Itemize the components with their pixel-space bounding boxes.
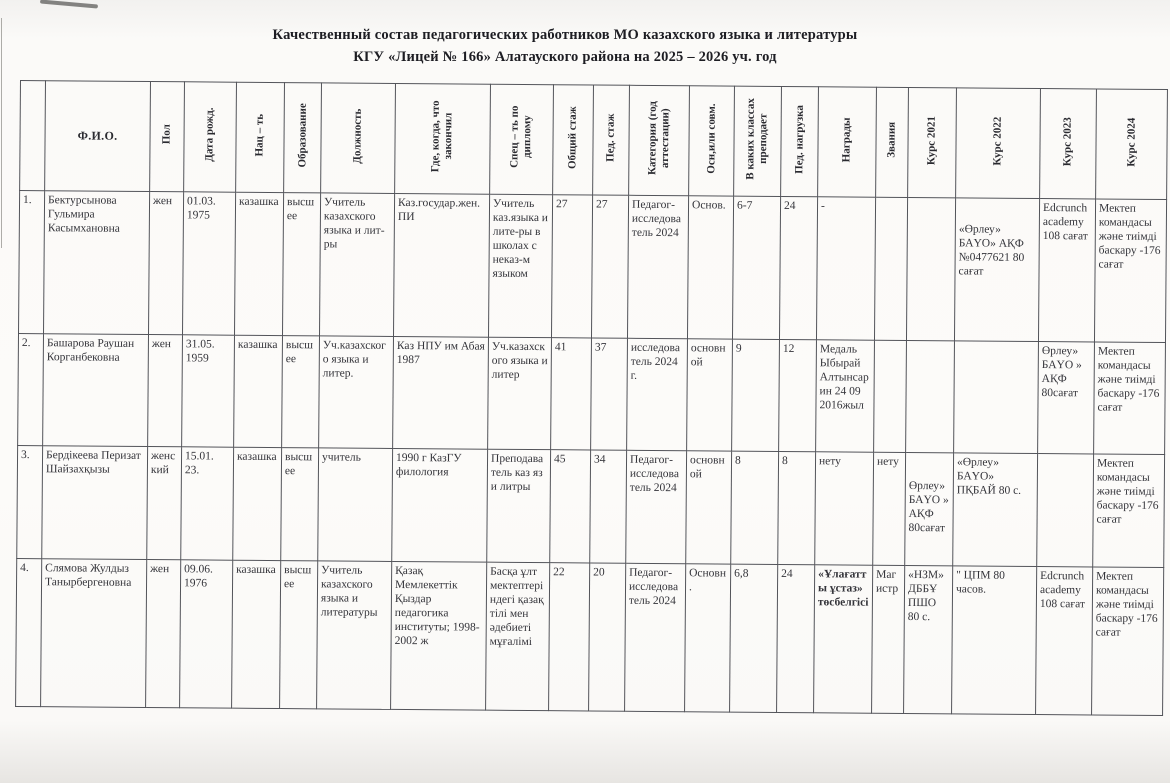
header-label-category: Категория (год аттестации) <box>646 101 672 176</box>
header-cell-kurs-2024 <box>1096 89 1168 200</box>
cell-r3-edu: высшее <box>281 448 319 561</box>
cell-r2-fio: Башарова Раушан Корганбековна <box>43 334 149 447</box>
cell-r3-graduated: 1990 г КазГУ филология <box>392 448 488 562</box>
cell-r2-kurs-2023: Өрлеу» БАҮО » АҚФ 80сағат <box>1038 342 1095 454</box>
header-label-position: Должность <box>351 108 364 164</box>
cell-r2-ped-exp: 37 <box>591 338 628 450</box>
cell-r2-pol: жен <box>148 335 183 447</box>
cell-r1-graduated: Каз.государ.жен.ПИ <box>393 193 489 337</box>
cell-r4-kurs-2023: Edcrunch academy 108 сағат <box>1036 567 1093 715</box>
header-cell-pol <box>150 82 185 192</box>
cell-r3-load: 8 <box>778 451 816 564</box>
cell-r3-fio: Бердікеева Перизат Шайзахқызы <box>42 446 148 560</box>
header-cell-position <box>321 83 396 194</box>
cell-r4-graduated: Қазақ Мемлекеттік Қыздар педагогика институты; 1998-2002 ж <box>391 561 487 710</box>
cell-r2-total-exp: 41 <box>551 338 592 450</box>
cell-r1-ped-exp: 27 <box>591 195 628 338</box>
title-line-1: Качественный состав педагогических работников МО казахского языка и литературы <box>272 27 858 43</box>
cell-r1-awards: - <box>816 197 875 340</box>
cell-r1-num: 1. <box>19 191 45 334</box>
paper-edge-line <box>1 18 2 248</box>
cell-r4-specialty: Басқа ұлт мектептеріндегі қазақ тілі мен әдебиеті мұғалімі <box>486 562 550 710</box>
header-label-total-exp: Общий стаж <box>566 106 579 170</box>
header-label-edu: Образование <box>295 103 309 168</box>
cell-r4-position: Учитель казахского языка и литературы <box>317 561 392 710</box>
cell-r1-position: Учитель казахского языка и лит-ры <box>319 193 394 337</box>
header-label-specialty: Спец – ть по диплому <box>508 105 534 169</box>
cell-r1-birth: 01.03. 1975 <box>183 192 236 335</box>
cell-r1-classes: 6-7 <box>732 196 780 339</box>
cell-r2-birth: 31.05. 1959 <box>182 335 235 447</box>
header-label-pol: Пол <box>160 124 173 145</box>
cell-r4-birth: 09.06. 1976 <box>180 560 233 708</box>
header-label-awards: Награды <box>840 117 853 163</box>
table-row-3 <box>17 445 1165 567</box>
cell-r4-load: 24 <box>777 564 815 712</box>
cell-r4-total-exp: 22 <box>549 563 590 711</box>
header-label-titles: Звания <box>885 122 898 159</box>
cell-r4-titles: Магистр <box>872 565 905 713</box>
cell-r4-edu: высшее <box>280 561 318 709</box>
cell-r4-kurs-2021: «НЗМ» ДББҰ ПШО 80 с. <box>904 565 953 713</box>
header-label-kurs-2023: Курс 2023 <box>1061 116 1074 167</box>
cell-r1-fio: Бектурсынова Гульмира Касымхановна <box>44 191 150 335</box>
table-row-1 <box>19 191 1167 343</box>
cell-r1-load: 24 <box>779 196 817 339</box>
cell-r1-nat: казашка <box>235 192 284 335</box>
header-cell-ped-exp <box>593 85 630 195</box>
cell-r1-kurs-2021 <box>906 197 955 340</box>
cell-r1-kurs-2022: «Өрлеу» БАҮО» АҚФ №0477621 80 сағат <box>954 198 1039 342</box>
header-label-kurs-2024: Курс 2024 <box>1125 117 1138 167</box>
header-cell-category <box>629 85 690 195</box>
cell-r1-edu: высшее <box>283 193 321 336</box>
cell-r3-main-or-part: основной <box>686 451 732 564</box>
cell-r3-num: 3. <box>17 445 43 558</box>
cell-r3-total-exp: 45 <box>550 450 591 563</box>
header-cell-birth <box>184 82 237 192</box>
cell-r3-nat: казашка <box>233 447 282 560</box>
header-label-main-or-part: Осн,или совм. <box>704 103 718 174</box>
header-cell-main-or-part <box>689 86 735 196</box>
cell-r2-category: исследователь 2024 г. <box>627 338 688 450</box>
cell-r2-kurs-2022 <box>954 341 1039 454</box>
cell-r4-nat: казашка <box>232 560 281 708</box>
cell-r4-category: Педагог-исследователь 2024 <box>625 563 686 711</box>
header-label-kurs-2021: Курс 2021 <box>925 115 938 165</box>
cell-r4-awards: «Ұлағатты ұстаз» төсбелгісі <box>814 565 873 713</box>
cell-r2-position: Уч.казахского языка и литер. <box>319 336 394 449</box>
header-label-kurs-2022: Курс 2022 <box>991 116 1004 166</box>
header-cell-edu <box>284 83 322 193</box>
cell-r4-kurs-2024: Мектеп командасы және тиімді баскару -176 сағат <box>1092 567 1164 716</box>
cell-r1-main-or-part: Основ. <box>687 196 733 339</box>
cell-r3-awards: нету <box>815 452 874 565</box>
header-cell-load <box>781 86 819 196</box>
cell-r3-birth: 15.01. 23. <box>181 447 234 560</box>
cell-r3-pol: женский <box>147 447 182 560</box>
cell-r3-kurs-2023 <box>1037 454 1094 567</box>
cell-r1-kurs-2023: Edcrunch academy 108 сағат <box>1038 199 1095 342</box>
cell-r4-classes: 6,8 <box>730 564 778 712</box>
cell-r4-ped-exp: 20 <box>589 563 626 711</box>
cell-r2-kurs-2021 <box>906 340 955 452</box>
title-line-2: КГУ «Лицей № 166» Алатауского района на 2025 – 2026 уч. год <box>353 48 777 65</box>
header-cell-graduated <box>395 83 491 194</box>
header-cell-fio <box>45 81 151 192</box>
cell-r2-titles <box>874 340 907 452</box>
cell-r2-num: 2. <box>18 333 44 445</box>
cell-r2-specialty: Уч.казахского языка и литер <box>488 337 552 449</box>
cell-r2-load: 12 <box>779 339 817 451</box>
table-row-4 <box>16 558 1164 715</box>
cell-r2-classes: 9 <box>732 339 780 451</box>
table-header-row <box>20 81 1168 200</box>
header-label-ped-exp: Пед. стаж <box>604 113 617 163</box>
cell-r2-main-or-part: основной <box>687 339 733 451</box>
cell-r3-titles: нету <box>873 452 906 565</box>
staff-table <box>15 80 1168 716</box>
cell-r2-graduated: Каз НПУ им Абая 1987 <box>393 336 489 449</box>
cell-r3-ped-exp: 34 <box>590 450 627 563</box>
header-cell-kurs-2022 <box>956 88 1041 199</box>
staff-table-wrapper <box>15 80 1168 716</box>
header-cell-kurs-2023 <box>1040 89 1097 199</box>
cell-r3-category: Педагог-исследователь 2024 <box>626 450 687 563</box>
cell-r3-specialty: Преподаватель каз яз и литры <box>487 449 551 562</box>
header-label-load: Пед. нагрузка <box>792 104 806 174</box>
header-label-fio: Ф.И.О. <box>77 128 118 143</box>
table-body <box>16 191 1167 716</box>
cell-r2-kurs-2024: Мектеп командасы және тиімді баскару -176 сағат <box>1094 342 1166 455</box>
cell-r1-category: Педагог-исследователь 2024 <box>627 195 688 338</box>
cell-r4-main-or-part: Основн. <box>685 564 731 712</box>
header-cell-specialty <box>490 84 554 194</box>
cell-r4-pol: жен <box>146 560 181 708</box>
cell-r3-position: учитель <box>318 448 393 562</box>
header-cell-kurs-2021 <box>908 87 957 197</box>
cell-r2-awards: Медаль Ыбырай Алтынсарин 24 09 2016жыл <box>816 340 875 452</box>
header-cell-awards <box>818 87 877 197</box>
cell-r4-fio: Слямова Жулдыз Танырбергеновна <box>41 559 147 708</box>
cell-r1-total-exp: 27 <box>551 195 592 338</box>
header-cell-total-exp <box>553 85 594 195</box>
cell-r4-num: 4. <box>16 558 42 706</box>
cell-r3-kurs-2021: Өрлеу» БАҮО » АҚФ 80сағат <box>905 452 954 565</box>
scan-artifact-mark <box>40 0 98 9</box>
cell-r3-classes: 8 <box>731 451 779 564</box>
header-cell-classes <box>734 86 782 196</box>
header-cell-num <box>20 81 46 191</box>
cell-r1-pol: жен <box>149 192 184 335</box>
cell-r1-titles <box>874 197 907 340</box>
header-cell-nat <box>236 82 285 192</box>
cell-r1-kurs-2024: Мектеп командасы және тиімді баскару -176 сағат <box>1094 199 1166 343</box>
cell-r4-kurs-2022: " ЦПМ 80 часов. <box>952 566 1037 715</box>
header-label-graduated: Где, когда, что закончил <box>429 100 455 173</box>
header-label-birth: Дата рожд. <box>203 107 216 162</box>
cell-r3-kurs-2024: Мектеп командасы және тиімді баскару -176 сағат <box>1093 454 1165 568</box>
table-row-2 <box>18 333 1166 454</box>
cell-r3-kurs-2022: «Өрлеу» БАҮО» ПҚБАЙ 80 с. <box>953 453 1038 567</box>
cell-r1-specialty: Учитель каз.языка и лите-ры в школах с неказ-м языком <box>488 194 552 337</box>
cell-r2-edu: высшее <box>282 336 320 448</box>
document-title <box>30 25 1100 69</box>
cell-r2-nat: казашка <box>234 335 283 447</box>
header-label-classes: В каких классах преподает <box>744 98 770 180</box>
header-cell-titles <box>876 87 909 197</box>
header-label-nat: Нац – ть <box>253 113 266 157</box>
